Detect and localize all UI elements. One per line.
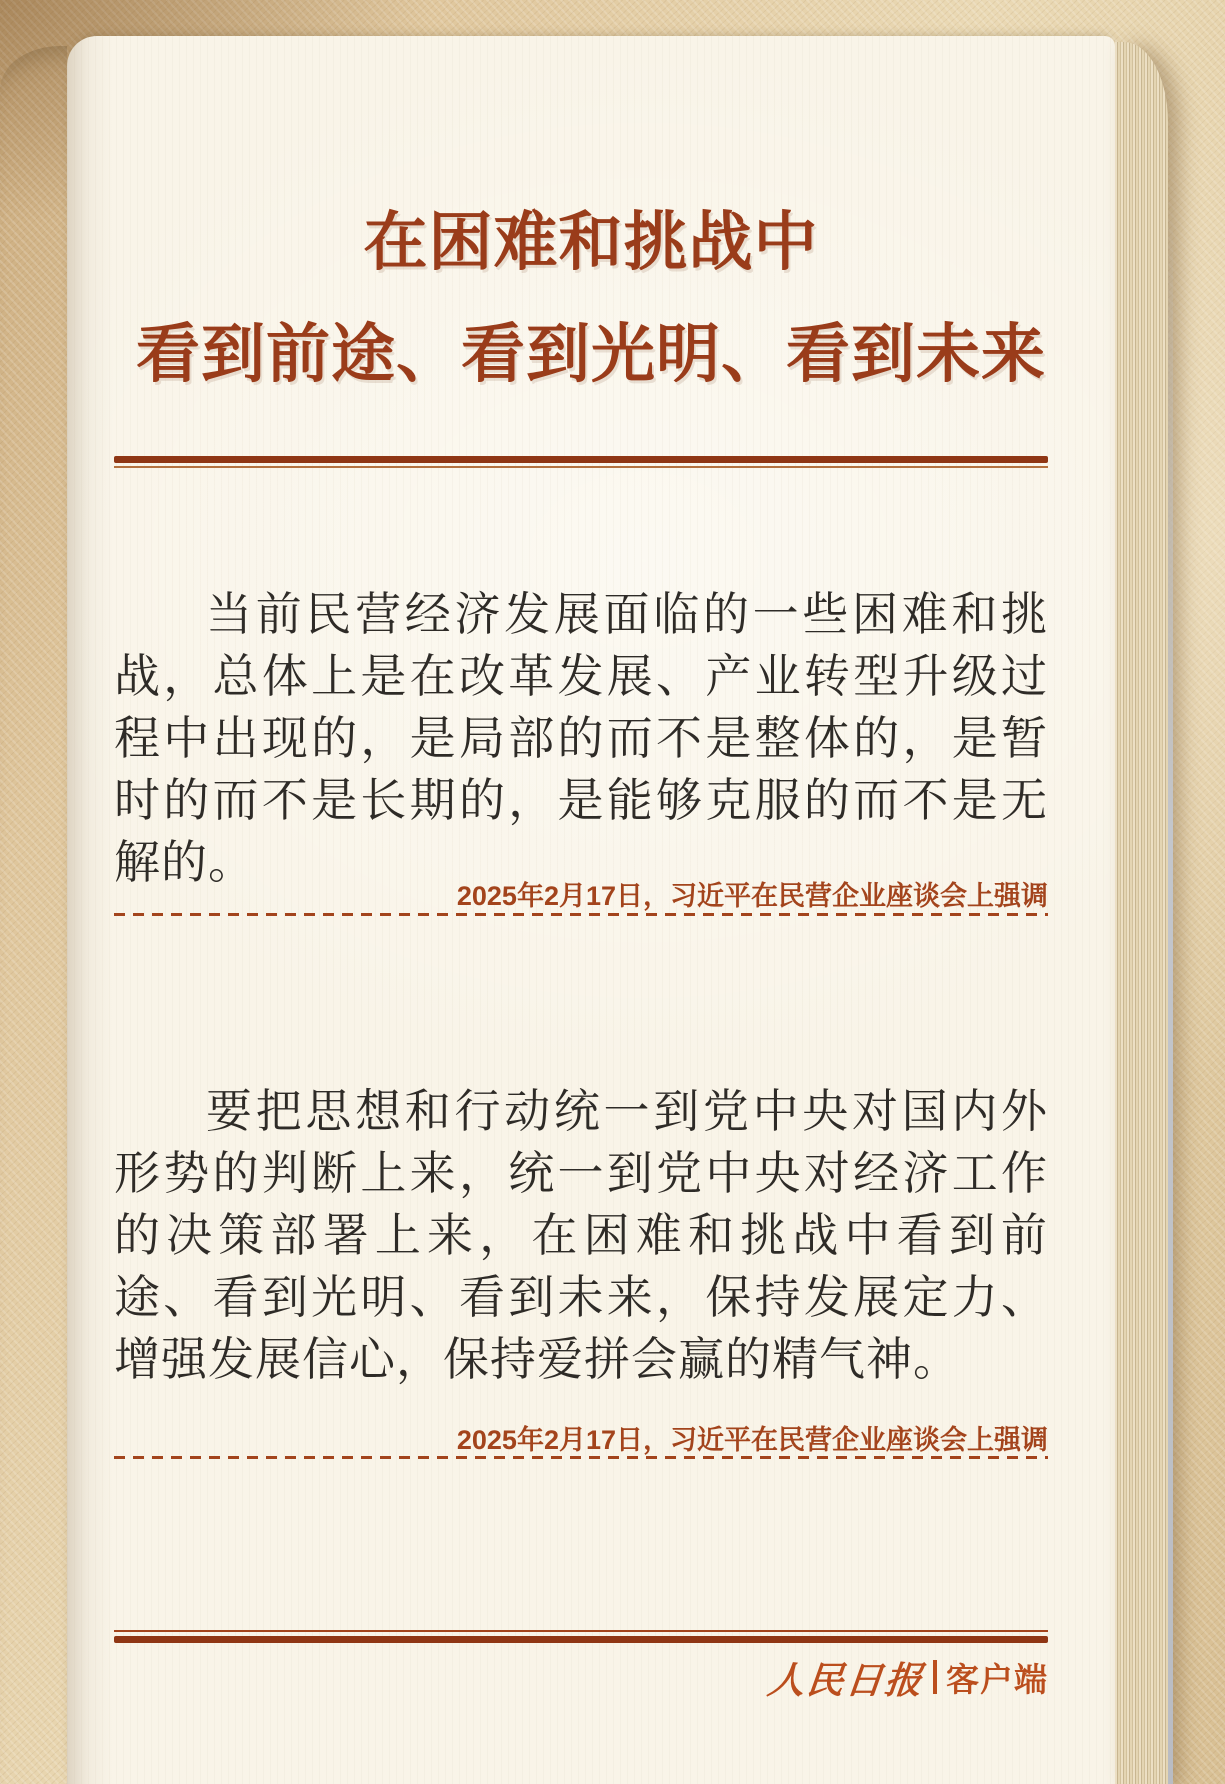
footer-divider <box>114 1630 1048 1643</box>
footer-divider-thick-line <box>114 1636 1048 1643</box>
attribution-dashed-divider <box>114 913 1048 916</box>
title-divider-thick-line <box>114 456 1048 463</box>
page-title <box>27 186 1155 410</box>
quote-attribution: 2025年2月17日，习近平在民营企业座谈会上强调 <box>456 881 1048 911</box>
quote-paragraph: 要把思想和行动统一到党中央对国内外形势的判断上来，统一到党中央对经济工作的决策部署上来，在困难和挑战中看到前途、看到光明、看到未来，保持发展定力、增强发展信心，保持爱拼会赢的精气神。 <box>114 1084 1048 1386</box>
title-divider-thin-line <box>114 466 1048 468</box>
page-stack-fore-edge <box>1115 42 1168 1784</box>
title-divider <box>114 456 1048 468</box>
brand-suffix-text: 客户端 <box>946 1660 1048 1698</box>
brand-script-text: 人民日报 <box>765 1658 926 1702</box>
page-title-line2: 看到前途、看到光明、看到未来 <box>136 318 1046 390</box>
quote-attribution: 2025年2月17日，习近平在民营企业座谈会上强调 <box>456 1425 1048 1455</box>
footer-divider-thin-line <box>114 1630 1048 1632</box>
attribution-dashed-divider <box>114 1456 1048 1459</box>
page-title-line1: 在困难和挑战中 <box>363 206 819 278</box>
book-page <box>67 36 1115 1784</box>
peoples-daily-client-logo <box>765 1650 1048 1704</box>
brand-separator-bar <box>933 1660 937 1694</box>
quote-paragraph: 当前民营经济发展面临的一些困难和挑战，总体上是在改革发展、产业转型升级过程中出现的，是局部的而不是整体的，是暂时的而不是长期的，是能够克服的而不是无解的。 <box>114 587 1048 889</box>
